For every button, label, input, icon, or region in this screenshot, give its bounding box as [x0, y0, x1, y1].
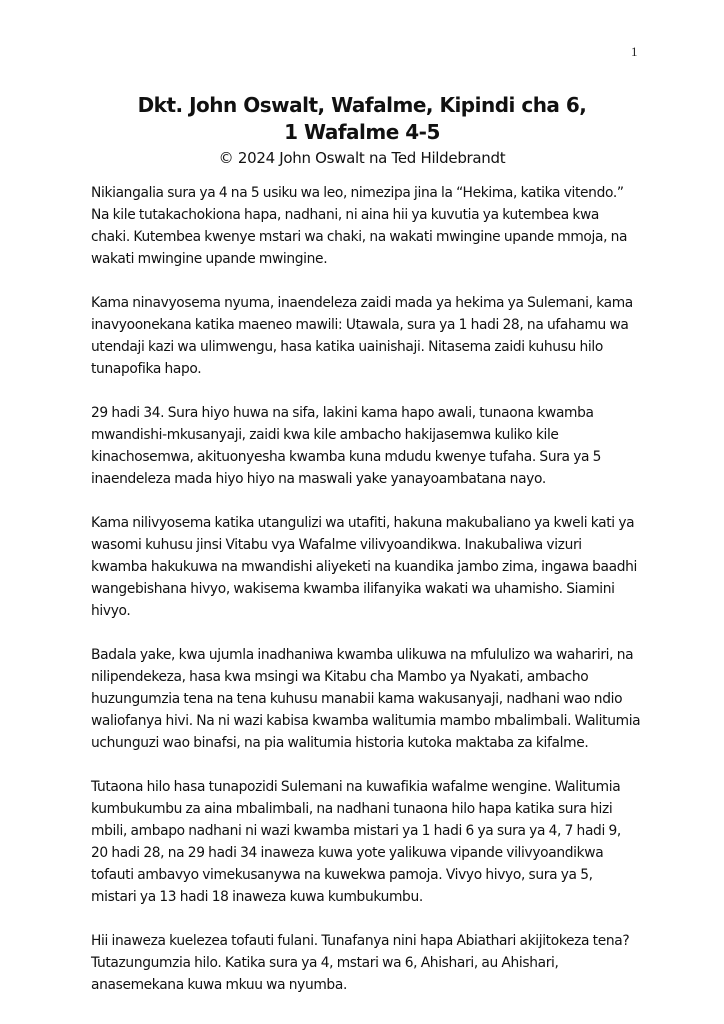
document-body [91, 182, 641, 1018]
copyright-line: © 2024 John Oswalt na Ted Hildebrandt [218, 149, 506, 167]
document-title-line-1: Dkt. John Oswalt, Wafalme, Kipindi cha 6, [137, 93, 587, 117]
page-number: 1 [631, 44, 638, 59]
document-header [0, 92, 724, 169]
paragraph-4: Kama nilivyosema katika utangulizi wa utafiti, hakuna makubaliano ya kweli kati ya wasomi kuhusu jinsi Vitabu vya Wafalme vilivyoandikwa. Inakubaliwa vizuri kwamba hakukuwa na mwandishi aliyeketi na kuandika jambo zima, ingawa baadhi wangebishana hivyo, wakisema kwamba ilifanyika wakati wa uhamisho. Siamini hivyo. [91, 515, 637, 619]
paragraph-2: Kama ninavyosema nyuma, inaendeleza zaidi mada ya hekima ya Sulemani, kama inavyoonekana katika maeneo mawili: Utawala, sura ya 1 hadi 28, na ufahamu wa utendaji kazi wa ulimwengu, hasa katika uainishaji. Nitasema zaidi kuhusu hilo tunapofika hapo. [91, 295, 633, 377]
paragraph-7: Hii inaweza kuelezea tofauti fulani. Tunafanya nini hapa Abiathari akijitokeza tena? Tutazungumzia hilo. Katika sura ya 4, mstari wa 6, Ahishari, au Ahishari, anasemekana kuwa mkuu wa nyumba. [91, 933, 630, 993]
paragraph-5: Badala yake, kwa ujumla inadhaniwa kwamba ulikuwa na mfululizo wa wahariri, na nilipendekeza, hasa kwa msingi wa Kitabu cha Mambo ya Nyakati, ambacho huzungumzia tena na tena kuhusu manabii kama wakusanyaji, nadhani wao ndio waliofanya hivi. Na ni wazi kabisa kwamba walitumia mambo mbalimbali. Walitumia uchunguzi wao binafsi, na pia walitumia historia kutoka maktaba za kifalme. [91, 647, 641, 751]
paragraph-1: Nikiangalia sura ya 4 na 5 usiku wa leo, nimezipa jina la “Hekima, katika vitendo.” Na kile tutakachokiona hapa, nadhani, ni aina hii ya kuvutia ya kutembea kwa chaki. Kutembea kwenye mstari wa chaki, na wakati mwingine upande mmoja, na wakati mwingine upande mwingine. [91, 185, 628, 267]
document-title-line-2: 1 Wafalme 4-5 [284, 120, 440, 144]
paragraph-3: 29 hadi 34. Sura hiyo huwa na sifa, lakini kama hapo awali, tunaona kwamba mwandishi-mkusanyaji, zaidi kwa kile ambacho hakijasemwa kuliko kile kinachosemwa, akituonyesha kwamba kuna mdudu kwenye tufaha. Sura ya 5 inaendeleza mada hiyo hiyo na maswali yake yanayoambatana nayo. [91, 405, 602, 487]
paragraph-6: Tutaona hilo hasa tunapozidi Sulemani na kuwafikia wafalme wengine. Walitumia kumbukumbu za aina mbalimbali, na nadhani tunaona hilo hapa katika sura hizi mbili, ambapo nadhani ni wazi kwamba mistari ya 1 hadi 6 ya sura ya 4, 7 hadi 9, 20 hadi 28, na 29 hadi 34 inaweza kuwa yote yalikuwa vipande vilivyoandikwa tofauti ambavyo vimekusanywa na kuwekwa pamoja. Vivyo hivyo, sura ya 5, mistari ya 13 hadi 18 inaweza kuwa kumbukumbu. [91, 779, 621, 905]
